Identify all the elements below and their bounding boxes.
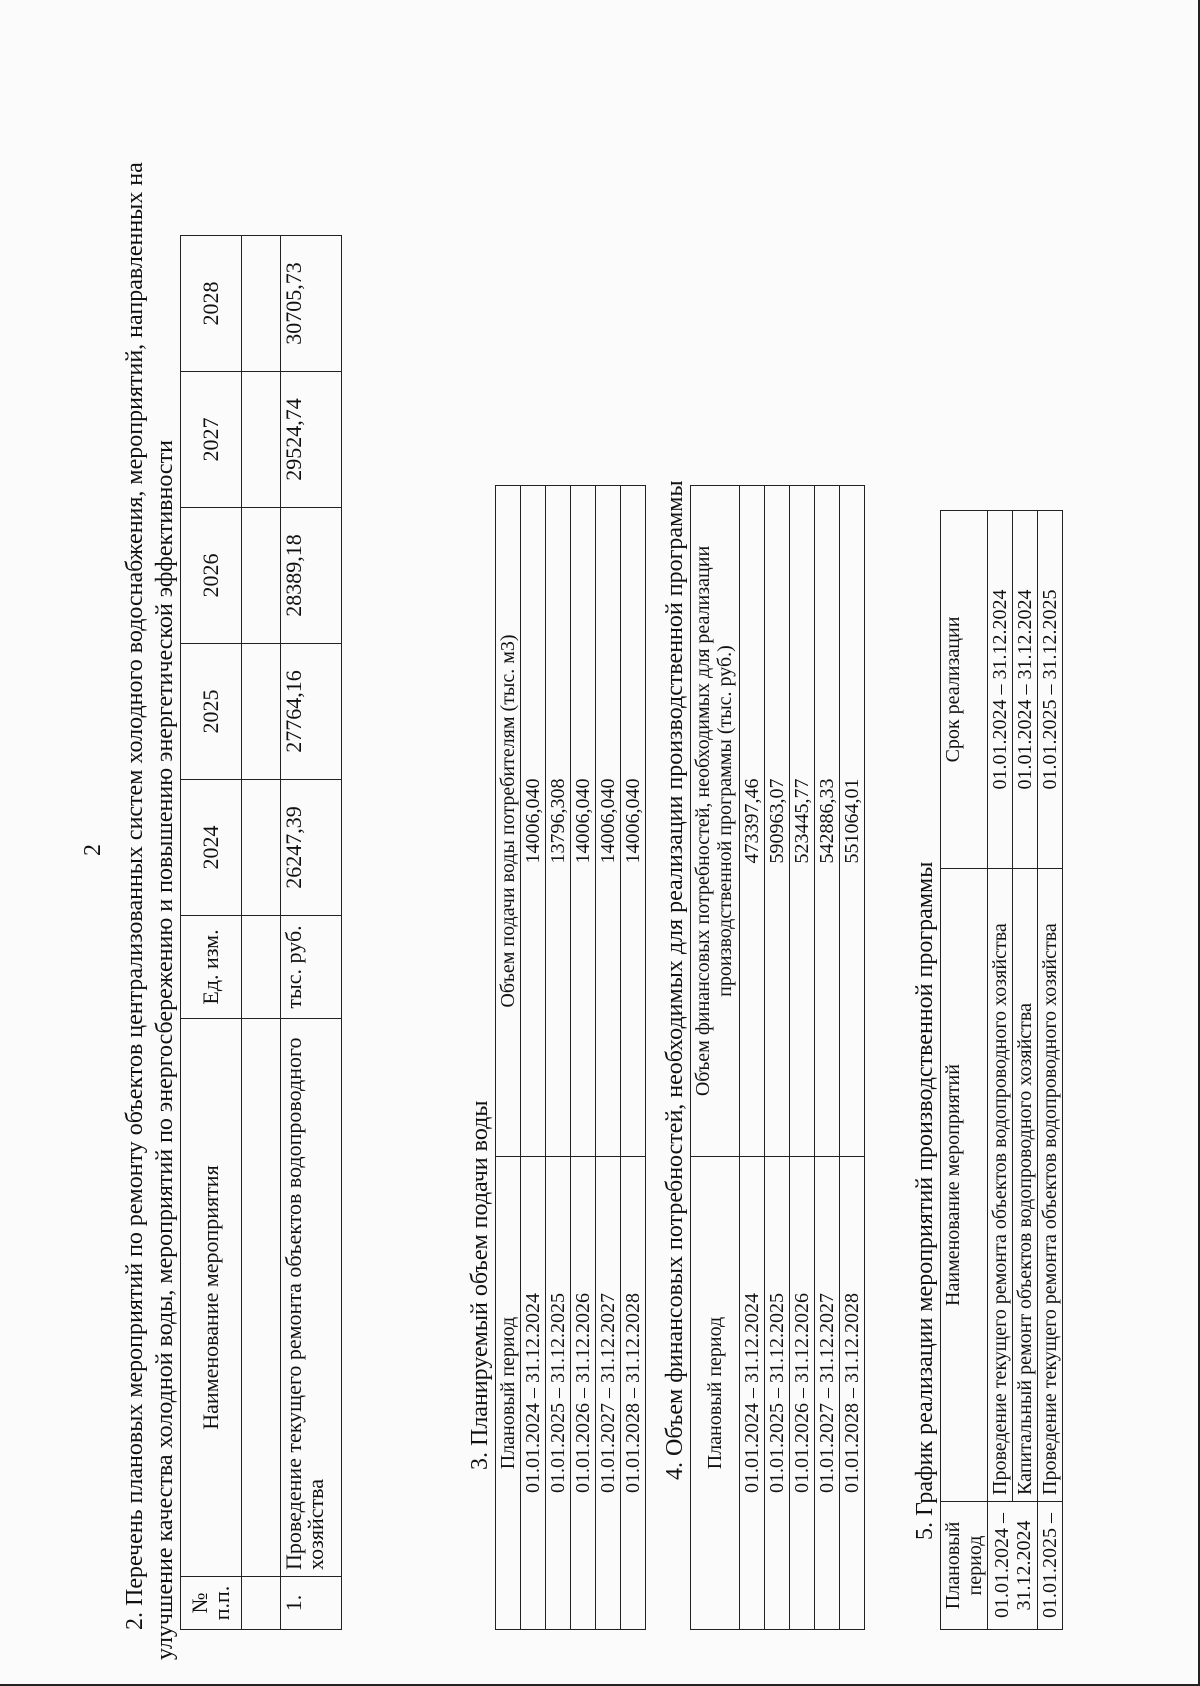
events-table [180, 235, 342, 1630]
header-year: 2027 [181, 372, 242, 508]
header-period: Плановый период [496, 1157, 521, 1630]
row-value: 551064,01 [840, 486, 865, 1157]
financial-needs-table [690, 485, 865, 1630]
row-value: 30705,73 [281, 236, 342, 372]
table-header-row [691, 486, 740, 1630]
row-term: 01.01.2025 – 31.12.2025 [1038, 511, 1063, 869]
row-period: 01.01.2028 – 31.12.2028 [621, 1157, 646, 1630]
header-year: 2024 [181, 780, 242, 916]
header-name: Наименование мероприятий [941, 869, 988, 1502]
row-value: 13796,308 [546, 486, 571, 1157]
section-3-heading: 3. Планируемый объем подачи воды [467, 1100, 493, 1470]
row-num: 1. [281, 1577, 342, 1630]
section-5-heading: 5. График реализации мероприятий производственной программы [912, 861, 938, 1540]
header-year: 2026 [181, 508, 242, 644]
header-term: Срок реализации [941, 511, 988, 869]
row-period: 01.01.2024 – 31.12.2024 [988, 1502, 1038, 1630]
page-number: 2 [80, 844, 106, 856]
row-period: 01.01.2025 – 31.12.2025 [765, 1157, 790, 1630]
table-header-row [941, 511, 988, 1630]
header-year: 2028 [181, 236, 242, 372]
table-row [621, 486, 646, 1630]
section-3 [465, 485, 646, 1630]
row-period: 01.01.2027 – 31.12.2027 [815, 1157, 840, 1630]
row-name: Проведение текущего ремонта объектов водопроводного хозяйства [281, 1019, 342, 1577]
row-value: 523445,77 [790, 486, 815, 1157]
row-period: 01.01.2025 – 31.12.2025 [546, 1157, 571, 1630]
table-row [1013, 511, 1038, 1630]
row-value: 542886,33 [815, 486, 840, 1157]
table-row [242, 236, 281, 1630]
table-row [988, 511, 1013, 1630]
header-name: Наименование мероприятия [181, 1019, 242, 1577]
row-name: Проведение текущего ремонта объектов водопроводного хозяйства [988, 869, 1013, 1502]
header-period: Плановый период [691, 1157, 740, 1630]
row-period: 01.01.2028 – 31.12.2028 [840, 1157, 865, 1630]
table-row [765, 486, 790, 1630]
row-value: 29524,74 [281, 372, 342, 508]
row-term: 01.01.2024 – 31.12.2024 [988, 511, 1013, 869]
row-value: 473397,46 [740, 486, 765, 1157]
row-value: 14006,040 [571, 486, 596, 1157]
table-row [546, 486, 571, 1630]
row-value: 27764,16 [281, 644, 342, 780]
row-period: 01.01.2027 – 31.12.2027 [596, 1157, 621, 1630]
section-2 [120, 40, 342, 1660]
table-row [815, 486, 840, 1630]
water-volume-table [495, 485, 646, 1630]
section-4-heading: 4. Объем финансовых потребностей, необходимых для реализации производственной программы [662, 480, 688, 1480]
table-row [596, 486, 621, 1630]
table-row [740, 486, 765, 1630]
row-value: 26247,39 [281, 780, 342, 916]
row-name: Капитальный ремонт объектов водопроводного хозяйства [1013, 869, 1038, 1502]
row-value: 14006,040 [621, 486, 646, 1157]
header-volume: Объем подачи воды потребителям (тыс. м3) [496, 486, 521, 1157]
section-4 [660, 480, 865, 1630]
row-term: 01.01.2024 – 31.12.2024 [1013, 511, 1038, 869]
row-period: 01.01.2024 – 31.12.2024 [521, 1157, 546, 1630]
table-row [571, 486, 596, 1630]
table-row [790, 486, 815, 1630]
row-value: 14006,040 [521, 486, 546, 1157]
header-year: 2025 [181, 644, 242, 780]
section-2-heading: 2. Перечень плановых мероприятий по ремонту объектов централизованных систем холодного водоснабжения, мероприятий, направленных на улучшение качества холодной воды, мероприятий по энергосбережению и повышению энергетической эффективности [122, 162, 178, 1660]
row-name: Проведение текущего ремонта объектов водопроводного хозяйства [1038, 869, 1063, 1502]
schedule-table [940, 510, 1063, 1630]
section-5 [910, 510, 1063, 1630]
row-period: 01.01.2025 – [1038, 1502, 1063, 1630]
header-amount: Объем финансовых потребностей, необходимых для реализации производственной программы (тыс. руб.) [691, 486, 740, 1157]
row-period: 01.01.2024 – 31.12.2024 [740, 1157, 765, 1630]
row-value: 14006,040 [596, 486, 621, 1157]
table-row [1038, 511, 1063, 1630]
row-value: 28389,18 [281, 508, 342, 644]
table-row [521, 486, 546, 1630]
table-row [840, 486, 865, 1630]
header-unit: Ед. изм. [181, 916, 242, 1019]
rotated-page-content [40, 40, 1160, 1660]
header-num: № п.п. [181, 1577, 242, 1630]
row-value: 590963,07 [765, 486, 790, 1157]
table-header-row [181, 236, 242, 1630]
table-header-row [496, 486, 521, 1630]
header-period: Плановый период [941, 1502, 988, 1630]
table-row [281, 236, 342, 1630]
row-period: 01.01.2026 – 31.12.2026 [790, 1157, 815, 1630]
row-unit: тыс. руб. [281, 916, 342, 1019]
row-period: 01.01.2026 – 31.12.2026 [571, 1157, 596, 1630]
